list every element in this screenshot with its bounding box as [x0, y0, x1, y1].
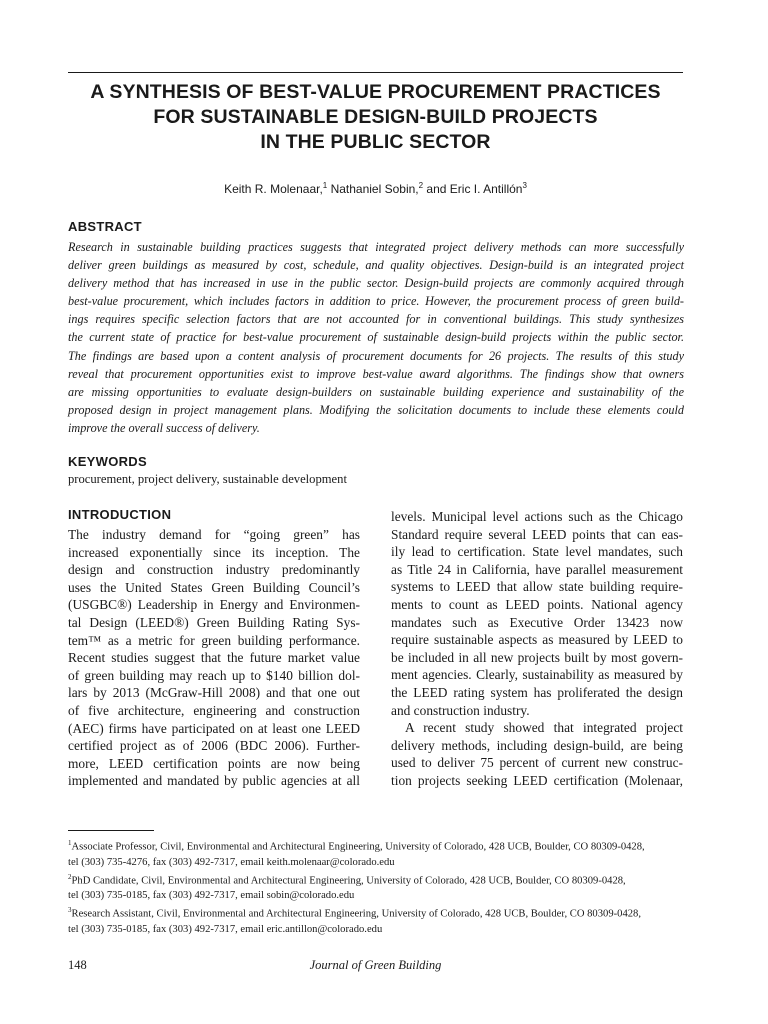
author-name: Nathaniel Sobin,	[327, 182, 419, 196]
body-line: ments to count as LEED points. National agency	[391, 596, 683, 612]
abstract-line: The findings are based upon a content analysis of procurement documents for 26 projects. The results of this study	[68, 348, 684, 363]
abstract-line: improve the overall success of delivery.	[68, 420, 260, 435]
title-line: FOR SUSTAINABLE DESIGN-BUILD PROJECTS	[153, 106, 598, 128]
footnote-line: tel (303) 735-0185, fax (303) 492-7317, email eric.antillon@colorado.edu	[68, 923, 383, 935]
body-line: ily lead to certification. State level mandates, such	[391, 544, 683, 560]
author-name: and Eric I. Antillón	[423, 182, 523, 196]
abstract-heading: ABSTRACT	[68, 219, 142, 234]
footnote-line	[68, 903, 684, 922]
author-name: Keith R. Molenaar,	[224, 182, 323, 196]
body-line: Standard require several LEED points that can eas-	[391, 526, 683, 542]
body-line: delivery methods, including design-build, are being	[391, 737, 683, 753]
author-footnote-mark: 1	[322, 181, 328, 190]
footnote-line: tel (303) 735-4276, fax (303) 492-7317, email keith.molenaar@colorado.edu	[68, 856, 395, 868]
body-line: uses the United States Green Building Council’s	[68, 579, 360, 595]
body-line: mandates such as Executive Order 13423 now	[391, 614, 683, 630]
body-line: tem™ as a metric for green building performance.	[68, 632, 360, 648]
footnote-mark: 1	[68, 839, 72, 847]
paper-title	[68, 80, 683, 155]
body-line: of green building may reach up to $140 billion dol-	[68, 667, 360, 683]
body-line: (AEC) firms have participated on at least one LEED	[68, 720, 360, 736]
footnote-mark: 2	[68, 872, 72, 881]
keywords-text: procurement, project delivery, sustainable development	[68, 472, 347, 486]
body-line: be included in all new projects built by most govern-	[391, 649, 683, 665]
body-line: lars by 2013 (McGraw-Hill 2008) and that one out	[68, 685, 360, 701]
introduction-heading: INTRODUCTION	[68, 507, 172, 522]
body-line: used to deliver 75 percent of current new construc-	[391, 755, 683, 771]
body-line: systems to LEED that allow state building require-	[391, 579, 683, 595]
body-line: increased exponentially since its inception. The	[68, 544, 360, 560]
footnotes	[68, 836, 684, 937]
body-line: certified project as of 2006 (BDC 2006). Further-	[68, 738, 360, 754]
footnote-text: PhD Candidate, Civil, Environmental and Architectural Engineering, University of Colorado, 428 UCB, Boulder, CO 80309-0428,	[71, 875, 626, 887]
abstract-line: are missing opportunities to evaluate design-builders on sustainable building experience and sustainability of the	[68, 384, 684, 399]
body-line: levels. Municipal level actions such as the Chicago	[391, 509, 683, 524]
body-line: A recent study showed that integrated project	[405, 720, 683, 736]
body-column-right	[391, 508, 683, 790]
abstract-line: proposed design in project management plans. Modifying the solicitation documents to include these elements could	[68, 402, 684, 417]
footnote-line	[68, 870, 684, 889]
abstract-line: deliver green buildings as measured by cost, schedule, and quality objectives. Design-build is an integrated project	[68, 258, 684, 273]
abstract-line: delivery method that has increased in use in the public sector. Design-build projects are commonly acquired through	[68, 276, 684, 291]
abstract-line: reveal that procurement opportunities exist to improve best-value award algorithms. The findings show that owners	[68, 366, 684, 381]
body-line: implemented and mandated by public agencies at all	[68, 773, 360, 789]
body-line: of five architecture, engineering and construction	[68, 702, 360, 718]
body-line: more, LEED certification points are now being	[68, 755, 360, 771]
body-line: Recent studies suggest that the future market value	[68, 650, 360, 666]
body-line: and construction industry.	[391, 702, 530, 718]
body-line: tal Design (LEED®) Green Building Rating Sys-	[68, 614, 360, 630]
footnote-text: Associate Professor, Civil, Environmental and Architectural Engineering, University of Colorado, 428 UCB, Boulder, CO 80309-0428,	[71, 841, 645, 853]
abstract-line: best-value procurement, which includes factors in addition to price. However, the procurement process of green build-	[68, 294, 684, 309]
page-number: 148	[68, 958, 87, 972]
author-footnote-mark: 2	[418, 181, 424, 190]
abstract-line: the current state of practice for best-value procurement of sustainable design-build projects within the public sector.	[68, 330, 684, 345]
title-line: IN THE PUBLIC SECTOR	[260, 131, 491, 153]
body-line: tion projects seeking LEED certification (Molenaar,	[391, 772, 683, 788]
abstract-line: Research in sustainable building practices suggests that integrated project delivery methods can more successfully	[68, 240, 684, 254]
top-rule	[68, 72, 683, 73]
author-list	[68, 181, 683, 196]
keywords-heading: KEYWORDS	[68, 454, 147, 469]
body-line: require sustainable aspects as measured by LEED to	[391, 632, 683, 648]
body-line: The industry demand for “going green” has	[68, 527, 360, 542]
abstract-line: ings requires specific selection factors that are not accounted for in conventional buildings. This study synthesizes	[68, 312, 684, 327]
title-line: A SYNTHESIS OF BEST-VALUE PROCUREMENT PRACTICES	[90, 81, 661, 103]
footnote-rule	[68, 830, 154, 831]
journal-name: Journal of Green Building	[309, 958, 442, 972]
body-line: ment agencies. Clearly, sustainability as measured by	[391, 667, 683, 683]
body-line: as Title 24 in California, have parallel measurement	[391, 561, 683, 577]
body-column-left	[68, 526, 360, 790]
footnote-text: Research Assistant, Civil, Environmental and Architectural Engineering, University of Colorado, 428 UCB, Boulder, CO 80309-0428,	[71, 908, 641, 920]
body-line: design and construction industry predominantly	[68, 562, 360, 578]
body-line: (USGBC®) Leadership in Energy and Environmen-	[68, 597, 360, 613]
body-line: the LEED rating system has proliferated the design	[391, 684, 683, 700]
footnote-mark: 3	[68, 906, 72, 915]
abstract-body	[68, 238, 684, 437]
footnote-line: tel (303) 735-0185, fax (303) 492-7317, email sobin@colorado.edu	[68, 890, 355, 902]
author-footnote-mark: 3	[522, 181, 527, 190]
footnote-line	[68, 836, 684, 855]
